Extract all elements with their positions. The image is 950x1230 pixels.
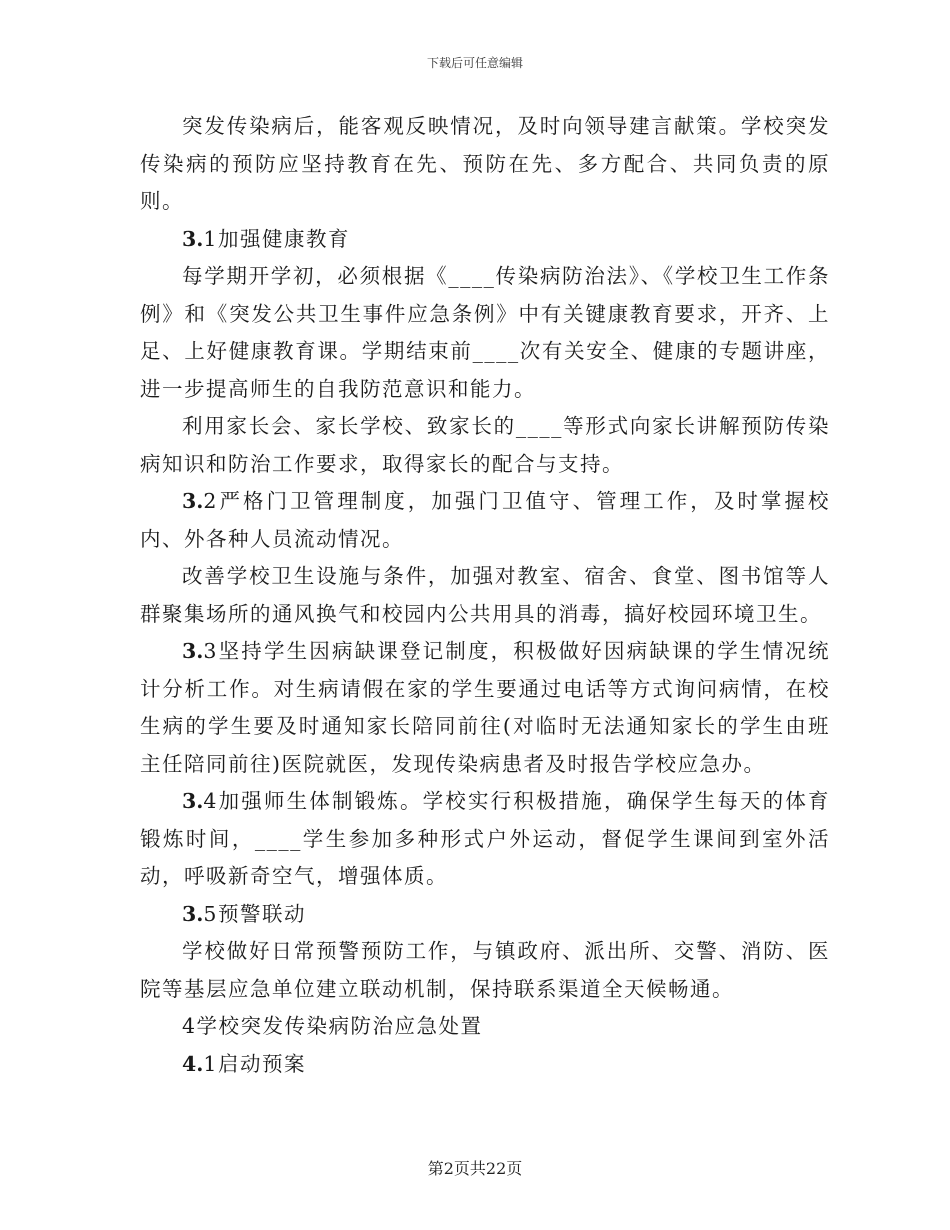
document-body [140, 108, 830, 1083]
paragraph-warning-linkage [140, 933, 830, 1008]
paragraph-parents [140, 408, 830, 483]
paragraph-intro [140, 108, 830, 221]
paragraph-text: 改善学校卫生设施与条件，加强对教室、宿舍、食堂、图书馆等人群聚集场所的通风换气和校园内公共用具的消毒，搞好校园环境卫生。 [140, 564, 830, 626]
section-heading-4-1 [140, 1046, 830, 1084]
paragraph-text: 学校做好日常预警预防工作，与镇政府、派出所、交警、消防、医院等基层应急单位建立联动机制，保持联系渠道全天候畅通。 [140, 939, 830, 1001]
paragraph-text: 4学校突发传染病防治应急处置 [182, 1014, 483, 1038]
paragraph-text: 突发传染病后，能客观反映情况，及时向领导建言献策。学校突发传染病的预防应坚持教育在先、预防在先、多方配合、共同负责的原则。 [140, 114, 830, 213]
section-number: 3. [182, 639, 204, 663]
page-footer: 第2页共22页 [427, 1159, 523, 1178]
paragraph-text: 4加强师生体制锻炼。学校实行积极措施，确保学生每天的体育锻炼时间，____学生参加多种形式户外运动，督促学生课间到室外活动，呼吸新奇空气，增强体质。 [140, 789, 830, 888]
section-number: 3. [182, 789, 204, 813]
section-number: 3. [182, 226, 204, 251]
paragraph-text: 3坚持学生因病缺课登记制度，积极做好因病缺课的学生情况统计分析工作。对生病请假在家的学生要通过电话等方式询问病情，在校生病的学生要及时通知家长陪同前往(对临时无法通知家长的学生由班主任陪同前往)医院就医，发现传染病患者及时报告学校应急办。 [140, 639, 830, 776]
section-number: 4. [182, 1051, 204, 1076]
paragraph-health-education [140, 258, 830, 408]
paragraph-text: 每学期开学初，必须根据《____传染病防治法》、《学校卫生工作条例》和《突发公共卫生事件应急条例》中有关键康教育要求，开齐、上足、上好健康教育课。学期结束前____次有关安全、健康的专题讲座，进一步提高师生的自我防范意识和能力。 [140, 264, 830, 401]
paragraph-text: 利用家长会、家长学校、致家长的____等形式向家长讲解预防传染病知识和防治工作要求，取得家长的配合与支持。 [140, 414, 830, 476]
section-number: 3. [182, 901, 204, 926]
paragraph-text: 1启动预案 [203, 1051, 306, 1076]
paragraph-text: 5预警联动 [203, 901, 306, 926]
paragraph-hygiene [140, 558, 830, 633]
paragraph-text: 1加强健康教育 [203, 226, 350, 251]
header-note: 下载后可任意编辑 [426, 56, 523, 70]
section-3-2 [140, 483, 830, 558]
section-heading-4 [140, 1008, 830, 1046]
section-3-3 [140, 633, 830, 783]
section-heading-3-1 [140, 221, 830, 259]
section-3-4 [140, 783, 830, 896]
section-heading-3-5 [140, 896, 830, 934]
section-number: 3. [182, 489, 204, 513]
paragraph-text: 2严格门卫管理制度，加强门卫值守、管理工作，及时掌握校内、外各种人员流动情况。 [140, 489, 830, 551]
